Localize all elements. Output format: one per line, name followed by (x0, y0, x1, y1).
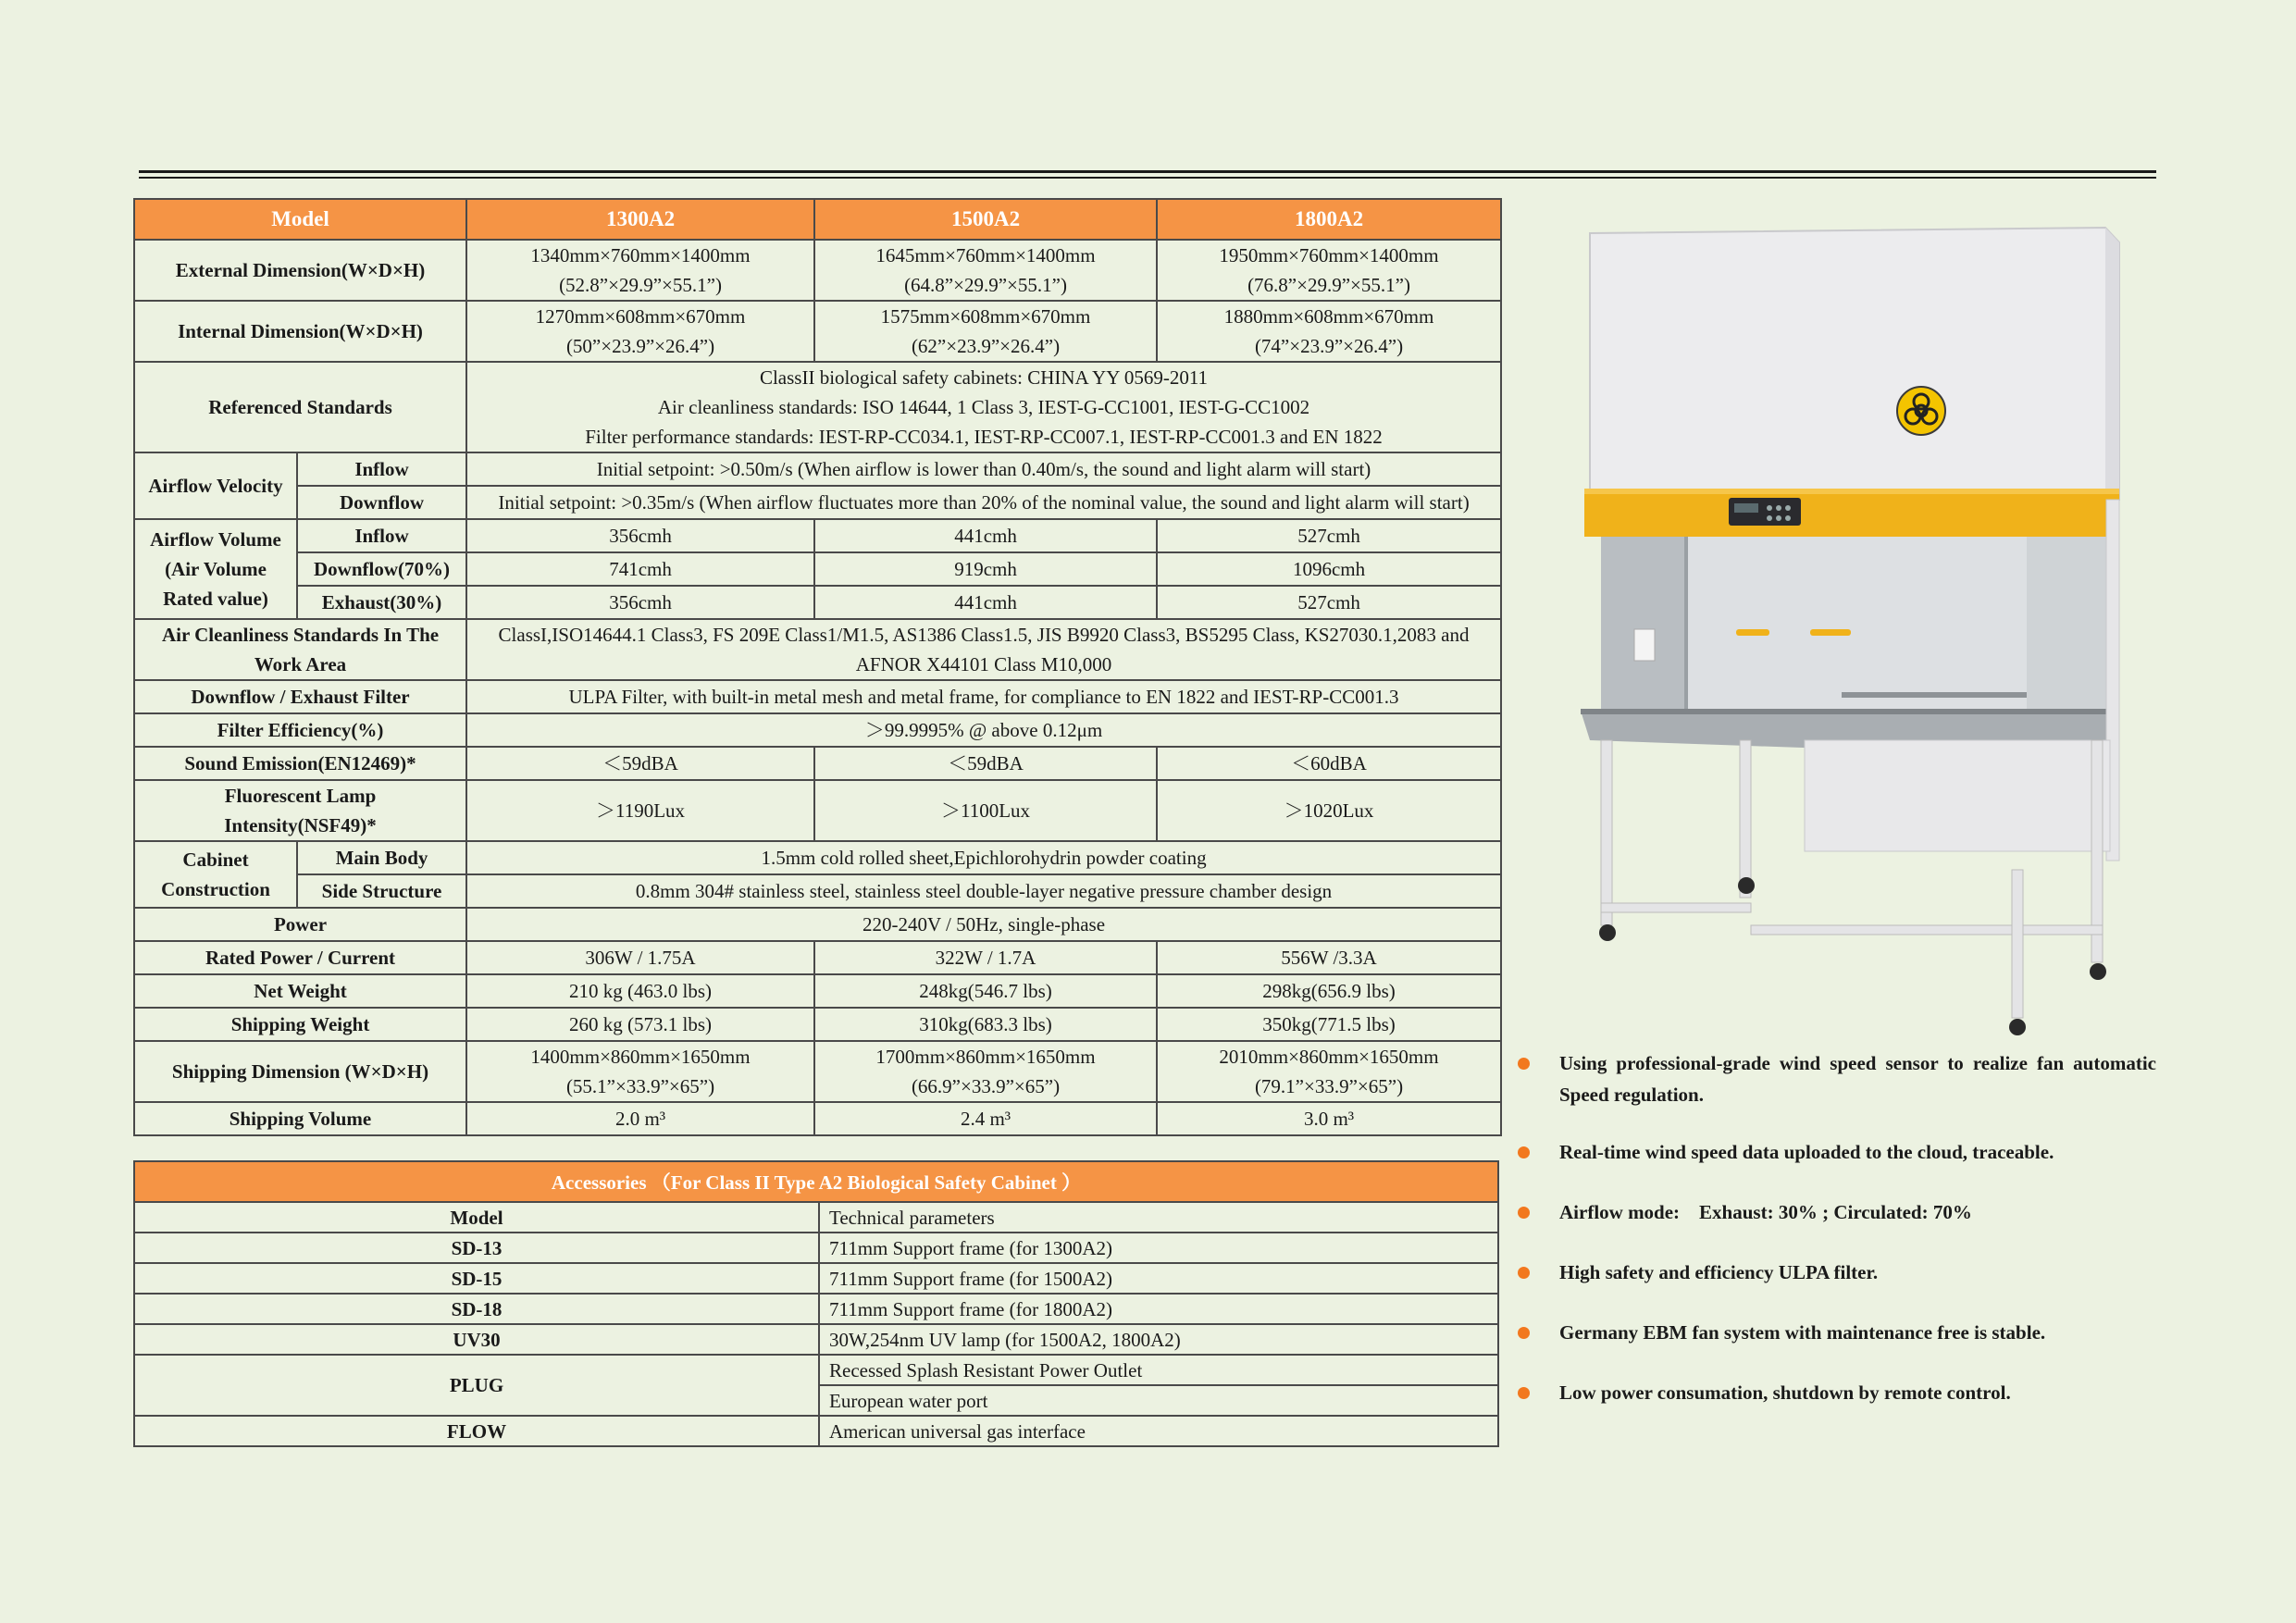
label-internal-dimension: Internal Dimension(W×D×H) (134, 301, 466, 362)
bullet-icon (1518, 1058, 1530, 1070)
label-volume-exhaust: Exhaust(30%) (297, 586, 466, 619)
cell-sound-1: ＜59dBA (466, 747, 814, 780)
cell-ship-weight-1: 260 kg (573.1 lbs) (466, 1008, 814, 1041)
cell-int-dim-2: 1575mm×608mm×670mm (62”×23.9”×26.4”) (814, 301, 1157, 362)
row-filter (134, 680, 1501, 713)
cell-ext-dim-3: 1950mm×760mm×1400mm (76.8”×29.9”×55.1”) (1157, 240, 1501, 301)
cell-filter-efficiency: ＞99.9995% @ above 0.12μm (466, 713, 1501, 747)
accessories-col-params: Technical parameters (819, 1202, 1498, 1233)
cell-main-body: 1.5mm cold rolled sheet,Epichlorohydrin powder coating (466, 841, 1501, 874)
safety-cabinet-image (1573, 222, 2147, 1036)
accessories-title-row (134, 1161, 1498, 1202)
feature-item: Low power consumation, shutdown by remote control. (1518, 1377, 2156, 1408)
bullet-icon (1518, 1267, 1530, 1279)
label-velocity-inflow: Inflow (297, 452, 466, 486)
cell-rated-power-2: 322W / 1.7A (814, 941, 1157, 974)
cell-ship-vol-2: 2.4 m³ (814, 1102, 1157, 1135)
row-power (134, 908, 1501, 941)
label-cabinet-construction: Cabinet Construction (134, 841, 297, 908)
wheel-icon (1599, 877, 2106, 1035)
cell-ext-dim-2: 1645mm×760mm×1400mm (64.8”×29.9”×55.1”) (814, 240, 1157, 301)
accessory-param: 30W,254nm UV lamp (for 1500A2, 1800A2) (819, 1324, 1498, 1355)
cell-filter: ULPA Filter, with built-in metal mesh and metal frame, for compliance to EN 1822 and IEST-RP-CC001.3 (466, 680, 1501, 713)
row-airflow-volume-inflow (134, 519, 1501, 552)
cell-volume-inflow-3: 527cmh (1157, 519, 1501, 552)
label-side-structure: Side Structure (297, 874, 466, 908)
row-rated-power (134, 941, 1501, 974)
row-net-weight (134, 974, 1501, 1008)
accessories-col-model: Model (134, 1202, 819, 1233)
row-airflow-volume-exhaust (134, 586, 1501, 619)
row-airflow-volume-downflow (134, 552, 1501, 586)
row-shipping-volume (134, 1102, 1501, 1135)
row-filter-efficiency (134, 713, 1501, 747)
label-referenced-standards: Referenced Standards (134, 362, 466, 452)
cell-net-weight-1: 210 kg (463.0 lbs) (466, 974, 814, 1008)
cell-ship-vol-3: 3.0 m³ (1157, 1102, 1501, 1135)
cell-side-structure: 0.8mm 304# stainless steel, stainless steel double-layer negative pressure chamber design (466, 874, 1501, 908)
accessory-row-sd13 (134, 1233, 1498, 1263)
row-sound-emission (134, 747, 1501, 780)
header-model-1300a2: 1300A2 (466, 199, 814, 240)
accessory-row-plug-1 (134, 1355, 1498, 1385)
label-net-weight: Net Weight (134, 974, 466, 1008)
cell-lamp-2: ＞1100Lux (814, 780, 1157, 841)
cell-air-cleanliness: ClassI,ISO14644.1 Class3, FS 209E Class1/M1.5, AS1386 Class1.5, JIS B9920 Class3, BS5295 Class, KS27030.1,2083 and AFNOR X44101 Class M10,000 (466, 619, 1501, 680)
biohazard-icon (1897, 387, 1945, 435)
label-filter: Downflow / Exhaust Filter (134, 680, 466, 713)
accessories-title: Accessories （For Class II Type A2 Biological Safety Cabinet ） (134, 1161, 1498, 1202)
cell-net-weight-3: 298kg(656.9 lbs) (1157, 974, 1501, 1008)
row-shipping-weight (134, 1008, 1501, 1041)
cell-standards: ClassII biological safety cabinets: CHINA YY 0569-2011 Air cleanliness standards: ISO 14644, 1 Class 3, IEST-G-CC1001, IEST-G-CC1002 Filter performance standards: IEST-RP-CC034.1, IEST-RP-CC007.1, IEST-RP-CC001.3 and EN 1822 (466, 362, 1501, 452)
feature-item: Airflow mode: Exhaust: 30% ; Circulated: 70% (1518, 1196, 2156, 1257)
accessory-param: 711mm Support frame (for 1300A2) (819, 1233, 1498, 1263)
accessory-param: Recessed Splash Resistant Power Outlet (819, 1355, 1498, 1385)
label-airflow-velocity: Airflow Velocity (134, 452, 297, 519)
bullet-icon (1518, 1207, 1530, 1219)
cell-ship-dim-3: 2010mm×860mm×1650mm (79.1”×33.9”×65”) (1157, 1041, 1501, 1102)
cell-power: 220-240V / 50Hz, single-phase (466, 908, 1501, 941)
label-sound-emission: Sound Emission(EN12469)* (134, 747, 466, 780)
label-velocity-downflow: Downflow (297, 486, 466, 519)
cell-volume-downflow-2: 919cmh (814, 552, 1157, 586)
header-rule-thin (139, 177, 2156, 179)
row-air-cleanliness (134, 619, 1501, 680)
accessory-param: European water port (819, 1385, 1498, 1416)
accessory-param: 711mm Support frame (for 1500A2) (819, 1263, 1498, 1294)
label-air-cleanliness: Air Cleanliness Standards In The Work Area (134, 619, 466, 680)
cell-lamp-3: ＞1020Lux (1157, 780, 1501, 841)
row-construction-main (134, 841, 1501, 874)
cell-ship-vol-1: 2.0 m³ (466, 1102, 814, 1135)
label-volume-inflow: Inflow (297, 519, 466, 552)
cell-rated-power-3: 556W /3.3A (1157, 941, 1501, 974)
label-shipping-volume: Shipping Volume (134, 1102, 466, 1135)
cell-ext-dim-1: 1340mm×760mm×1400mm (52.8”×29.9”×55.1”) (466, 240, 814, 301)
cell-rated-power-1: 306W / 1.75A (466, 941, 814, 974)
row-external-dimension (134, 240, 1501, 301)
feature-item: Germany EBM fan system with maintenance free is stable. (1518, 1317, 2156, 1377)
accessory-model: SD-13 (134, 1233, 819, 1263)
feature-item: High safety and efficiency ULPA filter. (1518, 1257, 2156, 1317)
spec-table (133, 198, 1502, 1136)
cell-net-weight-2: 248kg(546.7 lbs) (814, 974, 1157, 1008)
cell-ship-weight-2: 310kg(683.3 lbs) (814, 1008, 1157, 1041)
cell-volume-exhaust-3: 527cmh (1157, 586, 1501, 619)
row-internal-dimension (134, 301, 1501, 362)
row-airflow-velocity-downflow (134, 486, 1501, 519)
label-shipping-weight: Shipping Weight (134, 1008, 466, 1041)
label-main-body: Main Body (297, 841, 466, 874)
accessory-model: UV30 (134, 1324, 819, 1355)
cell-ship-dim-2: 1700mm×860mm×1650mm (66.9”×33.9”×65”) (814, 1041, 1157, 1102)
cell-volume-exhaust-2: 441cmh (814, 586, 1157, 619)
row-construction-side (134, 874, 1501, 908)
cell-velocity-inflow: Initial setpoint: >0.50m/s (When airflow is lower than 0.40m/s, the sound and light alarm will start) (466, 452, 1501, 486)
accessory-row-sd18 (134, 1294, 1498, 1324)
control-panel-icon (1729, 498, 1801, 526)
header-model: Model (134, 199, 466, 240)
label-volume-downflow: Downflow(70%) (297, 552, 466, 586)
accessory-row-flow (134, 1416, 1498, 1446)
row-shipping-dimension (134, 1041, 1501, 1102)
header-model-1500a2: 1500A2 (814, 199, 1157, 240)
accessory-row-sd15 (134, 1263, 1498, 1294)
bullet-icon (1518, 1146, 1530, 1158)
accessory-model: SD-18 (134, 1294, 819, 1324)
cell-volume-downflow-3: 1096cmh (1157, 552, 1501, 586)
cell-sound-2: ＜59dBA (814, 747, 1157, 780)
cell-volume-inflow-1: 356cmh (466, 519, 814, 552)
accessories-header-row (134, 1202, 1498, 1233)
label-power: Power (134, 908, 466, 941)
label-external-dimension: External Dimension(W×D×H) (134, 240, 466, 301)
cell-volume-inflow-2: 441cmh (814, 519, 1157, 552)
feature-item: Using professional-grade wind speed sensor to realize fan automatic Speed regulation. (1518, 1047, 2156, 1136)
cell-ship-weight-3: 350kg(771.5 lbs) (1157, 1008, 1501, 1041)
header-rule (139, 170, 2156, 173)
label-lamp-intensity: Fluorescent Lamp Intensity(NSF49)* (134, 780, 466, 841)
header-model-1800a2: 1800A2 (1157, 199, 1501, 240)
cell-velocity-downflow: Initial setpoint: >0.35m/s (When airflow fluctuates more than 20% of the nominal value, the sound and light alarm will start) (466, 486, 1501, 519)
accessory-model-flow: FLOW (134, 1416, 819, 1446)
accessory-param: 711mm Support frame (for 1800A2) (819, 1294, 1498, 1324)
accessory-row-uv30 (134, 1324, 1498, 1355)
bullet-icon (1518, 1387, 1530, 1399)
feature-list (1518, 1047, 2156, 1408)
cell-volume-downflow-1: 741cmh (466, 552, 814, 586)
spec-header-row (134, 199, 1501, 240)
row-lamp-intensity (134, 780, 1501, 841)
cell-int-dim-3: 1880mm×608mm×670mm (74”×23.9”×26.4”) (1157, 301, 1501, 362)
accessory-model-plug: PLUG (134, 1355, 819, 1416)
cell-sound-3: ＜60dBA (1157, 747, 1501, 780)
label-rated-power: Rated Power / Current (134, 941, 466, 974)
feature-item: Real-time wind speed data uploaded to the cloud, traceable. (1518, 1136, 2156, 1196)
row-airflow-velocity-inflow (134, 452, 1501, 486)
cell-int-dim-1: 1270mm×608mm×670mm (50”×23.9”×26.4”) (466, 301, 814, 362)
row-referenced-standards (134, 362, 1501, 452)
label-filter-efficiency: Filter Efficiency(%) (134, 713, 466, 747)
cell-lamp-1: ＞1190Lux (466, 780, 814, 841)
label-shipping-dimension: Shipping Dimension (W×D×H) (134, 1041, 466, 1102)
cell-ship-dim-1: 1400mm×860mm×1650mm (55.1”×33.9”×65”) (466, 1041, 814, 1102)
bullet-icon (1518, 1327, 1530, 1339)
label-airflow-volume: Airflow Volume (Air Volume Rated value) (134, 519, 297, 619)
accessory-model: SD-15 (134, 1263, 819, 1294)
cell-volume-exhaust-1: 356cmh (466, 586, 814, 619)
accessories-table (133, 1160, 1499, 1447)
accessory-param: American universal gas interface (819, 1416, 1498, 1446)
